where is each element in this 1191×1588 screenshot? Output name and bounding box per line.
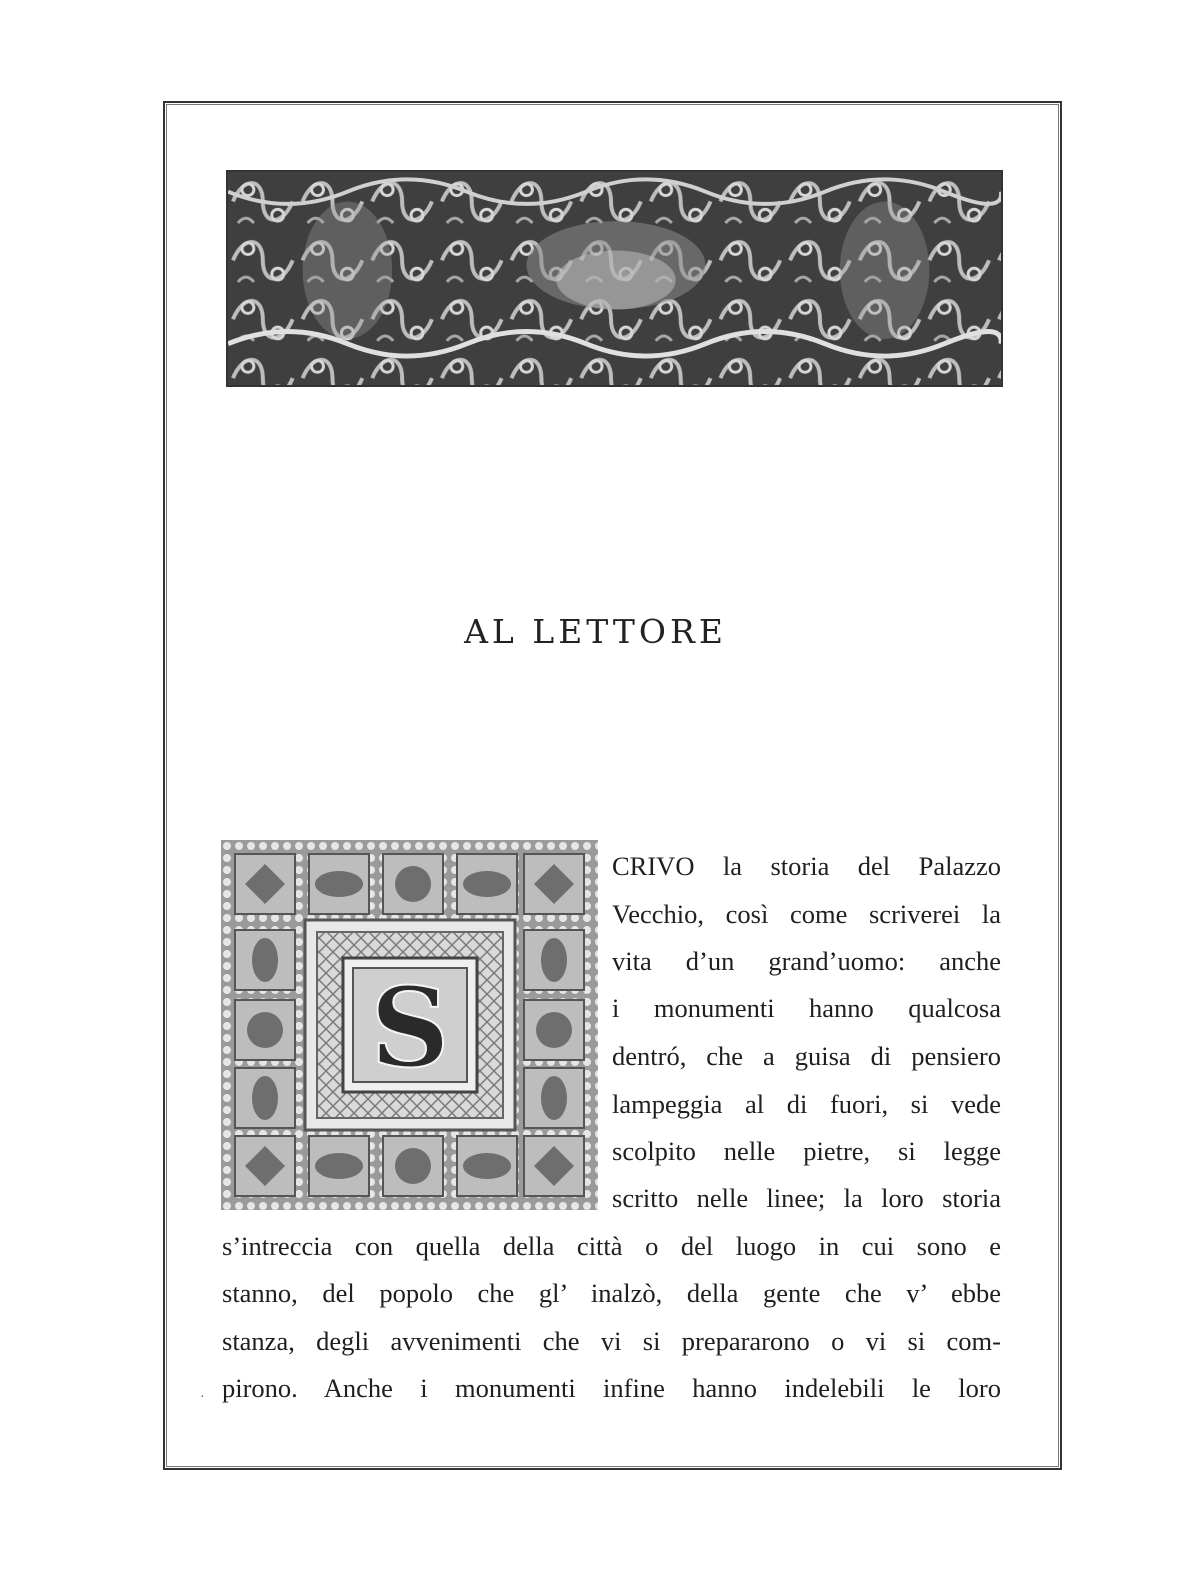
body-line-1: CRIVO la storia del Palazzo — [612, 853, 1001, 881]
ornamental-header-banner — [226, 170, 1003, 387]
body-line-8: scritto nelle linee; la loro storia — [612, 1185, 1001, 1213]
body-line-4: i monumenti hanno qualcosa — [612, 995, 1001, 1023]
body-line-7: scolpito nelle pietre, si legge — [612, 1138, 1001, 1166]
decorated-initial-frame — [221, 840, 598, 1210]
illuminated-initial — [221, 840, 598, 1210]
body-line-6: lampeggia al di fuori, si vede — [612, 1091, 1001, 1119]
drop-cap-letter: S — [370, 963, 450, 1092]
body-line-10: stanno, del popolo che gl’ inalzò, della gente che v’ ebbe — [222, 1280, 1001, 1308]
body-line-2: Vecchio, così come scriverei la — [612, 901, 1001, 929]
body-line-11: stanza, degli avvenimenti che vi si prepararono o vi si com- — [222, 1328, 1001, 1356]
body-line-9: s’intreccia con quella della città o del luogo in cui sono e — [222, 1233, 1001, 1261]
body-line-5: dentró, che a guisa di pensiero — [612, 1043, 1001, 1071]
ornament-illustration — [228, 172, 1001, 385]
page-title: AL LETTORE — [464, 612, 727, 651]
margin-mark: · — [200, 1390, 205, 1405]
body-line-12: pirono. Anche i monumenti infine hanno indelebili le loro — [222, 1375, 1001, 1403]
body-line-3: vita d’un grand’uomo: anche — [612, 948, 1001, 976]
